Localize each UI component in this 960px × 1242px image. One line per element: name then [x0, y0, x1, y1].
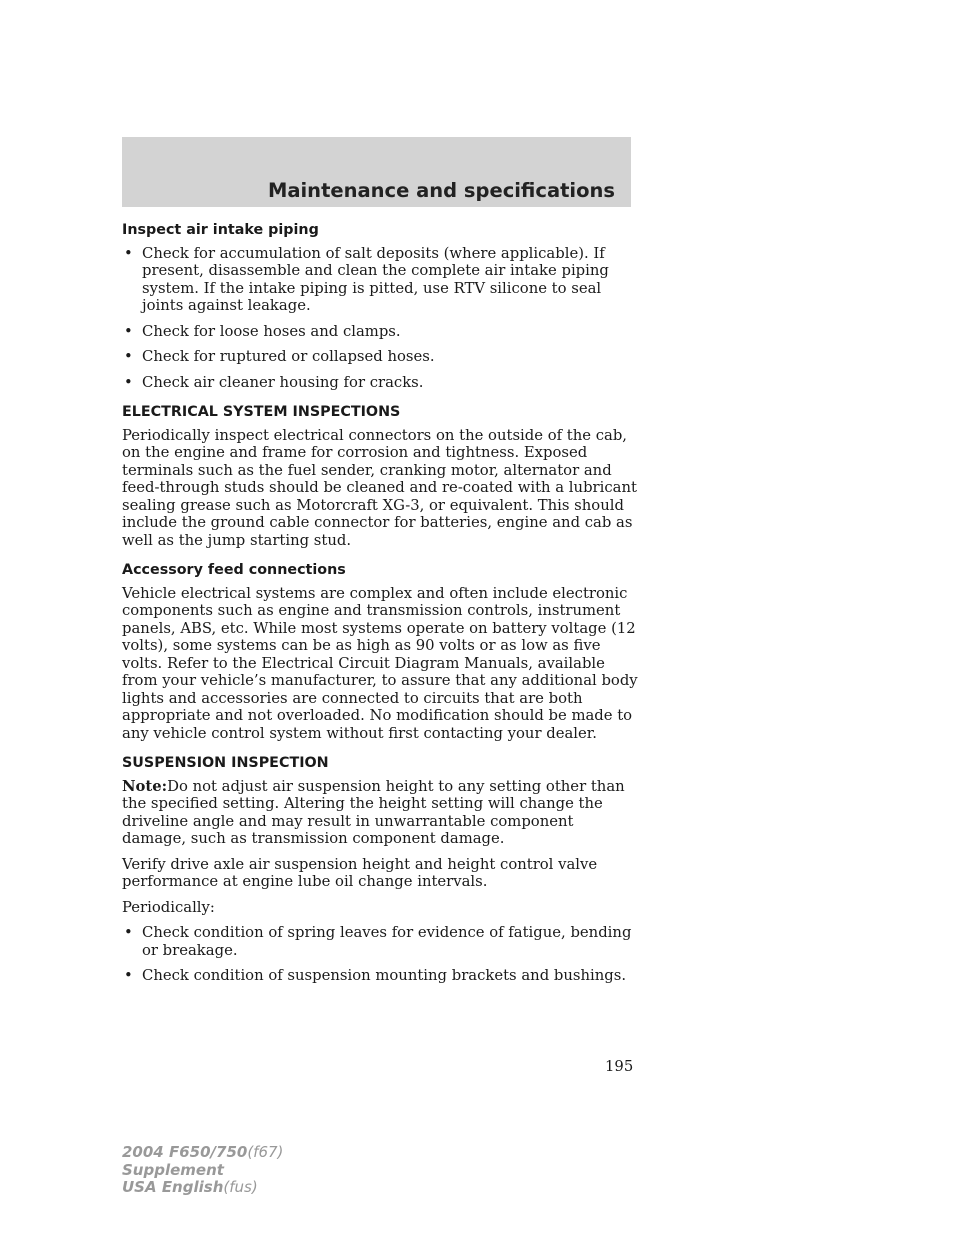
electrical-paragraph: Periodically inspect electrical connectors on the outside of the cab, on the engine and frame for corrosion and tightness. Exposed terminals such as the fuel sender, cranking motor, alternator and feed-through studs should be cleaned and re-coated with a lubricant sealing grease such as Motorcraft XG-3, or equivalent. This should include the ground cable connector for batteries, engine and cab as well as the jump starting stud.	[122, 426, 637, 549]
bullet-icon: •	[124, 924, 133, 941]
accessory-paragraph: Vehicle electrical systems are complex and often include electronic components such as engine and transmission controls, instrument panels, ABS, etc. While most systems operate on battery voltage (12 volts), some systems can be as high as 90 volts or as low as five volts. Refer to the Electrical Circuit Diagram Manuals, available from your vehicle’s manufacturer, to assure that any additional body lights and accessories are connected to circuits that are both appropriate and not overloaded. No modification should be made to any vehicle control system without first contacting your dealer.	[122, 584, 638, 742]
document-footer	[122, 1144, 283, 1197]
bullet-icon: •	[124, 348, 133, 365]
list-item: • Check for loose hoses and clamps.	[124, 322, 401, 340]
page-number: 195	[605, 1058, 634, 1075]
list-item: • Check condition of spring leaves for evidence of fatigue, bending or breakage.	[124, 924, 632, 959]
suspension-note	[122, 778, 642, 848]
list-item: • Check condition of suspension mounting brackets and bushings.	[124, 967, 627, 984]
bullet-icon: •	[124, 244, 133, 262]
section-header-band	[122, 137, 631, 207]
section-title: Maintenance and specifications	[267, 179, 615, 202]
air-intake-heading: Inspect air intake piping	[122, 222, 319, 238]
list-item: • Check air cleaner housing for cracks.	[124, 373, 424, 391]
air-intake-list	[122, 245, 642, 392]
suspension-heading: SUSPENSION INSPECTION	[122, 755, 329, 771]
footer-line-language: USA English(fus)	[122, 1178, 258, 1196]
list-item: • Check for ruptured or collapsed hoses.	[124, 348, 435, 365]
list-item: • Check for accumulation of salt deposits (where applicable). If present, disassemble and clean the complete air intake piping system. If the intake piping is pitted, use RTV silicone to seal joints against leakage.	[124, 244, 609, 314]
footer-line-model: 2004 F650/750(f67)	[122, 1143, 284, 1161]
page-content	[122, 222, 642, 993]
electrical-heading: ELECTRICAL SYSTEM INSPECTIONS	[122, 404, 401, 420]
suspension-intro: Periodically:	[122, 898, 215, 916]
footer-line-supplement: Supplement	[122, 1160, 224, 1179]
bullet-icon: •	[124, 322, 133, 340]
suspension-paragraph: Verify drive axle air suspension height and height control valve performance at engine lube oil change intervals.	[122, 855, 598, 890]
note-label: Note:	[122, 777, 168, 795]
bullet-icon: •	[124, 967, 133, 984]
bullet-icon: •	[124, 373, 133, 391]
accessory-heading: Accessory feed connections	[122, 562, 346, 578]
suspension-list	[122, 924, 642, 985]
note-text: Do not adjust air suspension height to any setting other than the specified setting. Altering the height setting will change the driveline angle and may result in unwarrantable component damage, such as transmission component damage.	[122, 777, 625, 847]
